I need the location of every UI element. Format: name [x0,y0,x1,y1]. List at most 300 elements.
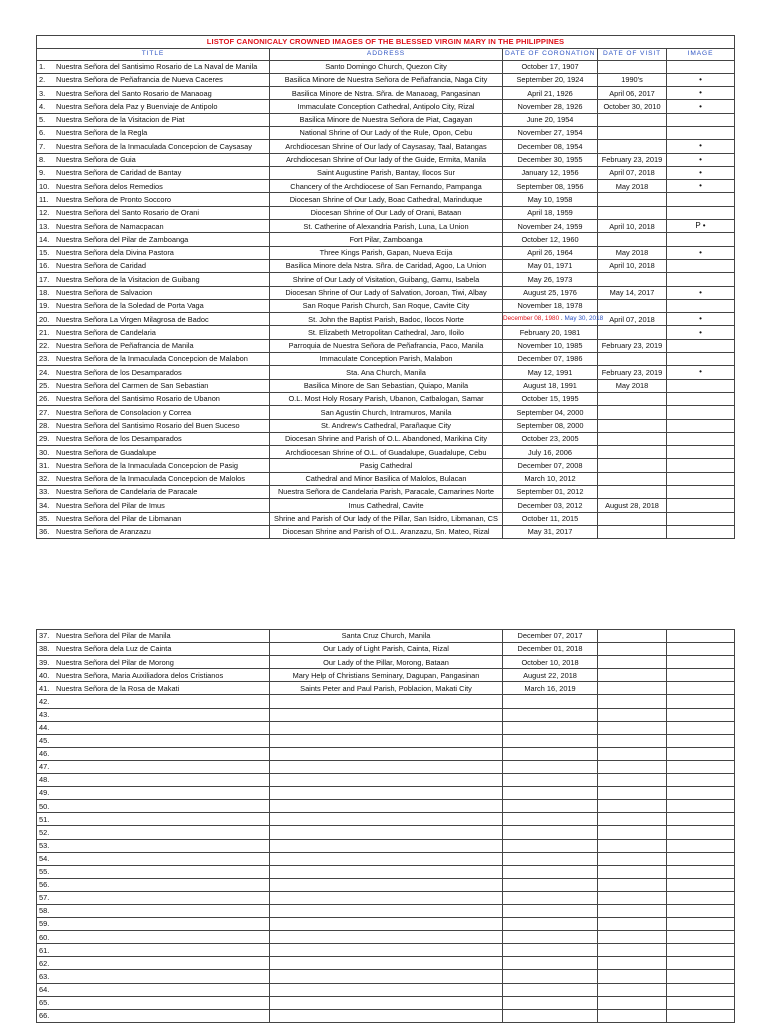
cell-visit-date: February 23, 2019 [598,366,667,379]
cell-visit-date [598,800,667,813]
row-number: 9. [39,168,46,178]
header-title: TITLE [37,49,270,61]
cell-visit-date [598,708,667,721]
cell-title [37,996,270,1009]
image-title: Nuestra Señora de la Visitacion de Piat [56,115,185,125]
row-number: 37. [39,631,50,641]
cell-title [37,643,270,656]
cell-coronation-date [503,747,598,760]
cell-address [270,918,503,931]
cell-address: Sta. Ana Church, Manila [270,366,503,379]
cell-image-mark [667,206,735,219]
row-number: 49. [39,788,50,798]
cell-visit-date [598,326,667,339]
table-row [37,931,735,944]
cell-image-mark [667,512,735,525]
cell-image-mark [667,525,735,538]
table-row [37,60,735,73]
cell-title [37,100,270,113]
cell-image-mark [667,1009,735,1022]
cell-coronation-date [503,734,598,747]
cell-address: San Agustin Church, Intramuros, Manila [270,406,503,419]
cell-image-mark [667,193,735,206]
cell-image-mark: P • [667,220,735,233]
table-row [37,459,735,472]
cell-title [37,220,270,233]
cell-title [37,406,270,419]
cell-coronation-date: September 20, 1924 [503,73,598,86]
cell-image-mark [667,472,735,485]
cell-visit-date: April 07, 2018 [598,166,667,179]
table-row [37,406,735,419]
table-row [37,865,735,878]
cell-address: Basilica Minore de San Sebastian, Quiapo, Manila [270,379,503,392]
cell-image-mark [667,904,735,917]
cell-visit-date: May 2018 [598,246,667,259]
cell-image-mark [667,259,735,272]
cell-image-mark [667,273,735,286]
table-row [37,734,735,747]
cell-coronation-date: August 22, 2018 [503,669,598,682]
table-row [37,180,735,193]
cell-title [37,459,270,472]
row-number: 47. [39,762,50,772]
cell-coronation-date: December 07, 2017 [503,630,598,643]
cell-title [37,839,270,852]
cell-title [37,339,270,352]
row-number: 51. [39,814,50,824]
cell-address [270,747,503,760]
cell-title [37,366,270,379]
cell-title [37,813,270,826]
cell-title [37,747,270,760]
cell-visit-date [598,60,667,73]
cell-coronation-date: August 18, 1991 [503,379,598,392]
table-row [37,87,735,100]
table-row [37,193,735,206]
cell-visit-date [598,682,667,695]
column-header-row [37,49,735,61]
cell-address [270,957,503,970]
image-title: Nuestra Señora de Salvacion [56,287,153,297]
table-row [37,512,735,525]
cell-address: Diocesan Shrine of Our Lady, Boac Cathedral, Marinduque [270,193,503,206]
cell-address: Three Kings Parish, Gapan, Nueva Ecija [270,246,503,259]
image-title: Nuestra Señora de Namacpacan [56,221,164,231]
cell-address [270,721,503,734]
cell-address: Basilica Minore de Nuestra Señora de Peñafrancia, Naga City [270,73,503,86]
cell-visit-date [598,392,667,405]
row-number: 38. [39,644,50,654]
row-number: 45. [39,736,50,746]
cell-address [270,944,503,957]
cell-coronation-date: April 18, 1959 [503,206,598,219]
cell-visit-date [598,140,667,153]
table-row [37,944,735,957]
cell-coronation-date: November 10, 1985 [503,339,598,352]
cell-coronation-date: October 11, 2015 [503,512,598,525]
table-row [37,800,735,813]
cell-image-mark [667,339,735,352]
cell-title [37,878,270,891]
cell-address: Diocesan Shrine and Parish of O.L. Abandoned, Marikina City [270,432,503,445]
row-number: 7. [39,141,46,151]
image-title: Nuestra Señora del Santisimo Rosario de Ubanon [56,394,220,404]
coronation-date-second: May 30, 2018 [564,315,604,323]
cell-coronation-date: October 23, 2005 [503,432,598,445]
table-row [37,891,735,904]
cell-title [37,299,270,312]
table-row [37,113,735,126]
cell-image-mark [667,839,735,852]
cell-coronation-date [503,944,598,957]
table-row [37,220,735,233]
row-number: 3. [39,88,46,98]
cell-image-mark [667,233,735,246]
table-row [37,499,735,512]
image-title: Nuestra Señora de la Regla [56,128,148,138]
image-title: Nuestra Señora de la Inmaculada Concepcion de Malabon [56,354,248,364]
cell-address [270,826,503,839]
row-number: 42. [39,696,50,706]
cell-title [37,734,270,747]
table-row [37,682,735,695]
cell-address: Imus Cathedral, Cavite [270,499,503,512]
cell-image-mark [667,970,735,983]
image-title: Nuestra Señora de Caridad de Bantay [56,168,182,178]
row-number: 21. [39,327,50,337]
table-row [37,366,735,379]
cell-address: Diocesan Shrine of Our Lady of Salvation, Joroan, Tiwi, Albay [270,286,503,299]
table-row [37,299,735,312]
cell-visit-date: February 23, 2019 [598,153,667,166]
table-row [37,286,735,299]
cell-image-mark [667,113,735,126]
row-number: 1. [39,61,46,71]
cell-title [37,73,270,86]
cell-visit-date [598,760,667,773]
cell-image-mark [667,392,735,405]
row-number: 63. [39,971,50,981]
cell-title [37,721,270,734]
table-row [37,486,735,499]
crowned-images-table [36,35,735,539]
cell-address: Mary Help of Christians Seminary, Dagupan, Pangasinan [270,669,503,682]
cell-image-mark [667,669,735,682]
row-number: 34. [39,500,50,510]
image-title: Nuestra Señora de la Inmaculada Concepcion de Malolos [56,474,245,484]
table-row [37,166,735,179]
cell-image-mark [667,656,735,669]
cell-title [37,630,270,643]
row-number: 33. [39,487,50,497]
cell-address [270,891,503,904]
cell-title [37,273,270,286]
row-number: 56. [39,880,50,890]
cell-coronation-date: May 01, 1971 [503,259,598,272]
image-title: Nuestra Señora de los Desamparados [56,434,182,444]
cell-visit-date: April 10, 2018 [598,259,667,272]
cell-visit-date [598,970,667,983]
cell-coronation-date: January 12, 1956 [503,166,598,179]
table-row [37,970,735,983]
row-number: 24. [39,367,50,377]
cell-address: Saints Peter and Paul Parish, Poblacion, Makati City [270,682,503,695]
cell-visit-date [598,957,667,970]
cell-title [37,206,270,219]
cell-coronation-date [503,708,598,721]
cell-address: San Roque Parish Church, San Roque, Cavite City [270,299,503,312]
row-number: 60. [39,932,50,942]
cell-title [37,787,270,800]
cell-image-mark [667,406,735,419]
cell-address: Diocesan Shrine of Our Lady of Orani, Bataan [270,206,503,219]
cell-address: Our Lady of Light Parish, Cainta, Rizal [270,643,503,656]
cell-visit-date [598,512,667,525]
cell-address [270,852,503,865]
row-number: 57. [39,893,50,903]
image-title: Nuestra Señora de los Desamparados [56,367,182,377]
cell-address: Diocesan Shrine and Parish of O.L. Aranzazu, Sn. Mateo, Rizal [270,525,503,538]
image-title: Nuestra Señora del Pilar de Libmanan [56,514,182,524]
cell-address: Pasig Cathedral [270,459,503,472]
cell-title [37,695,270,708]
cell-address [270,904,503,917]
cell-image-mark [667,734,735,747]
cell-address [270,774,503,787]
image-title: Nuestra Señora de Candelaria [56,327,156,337]
cell-coronation-date [503,996,598,1009]
cell-address [270,760,503,773]
table-row [37,669,735,682]
row-number: 64. [39,984,50,994]
cell-address [270,695,503,708]
cell-title [37,944,270,957]
table-row [37,392,735,405]
cell-coronation-date: October 12, 1960 [503,233,598,246]
cell-visit-date [598,904,667,917]
cell-address: Shrine of Our Lady of Visitation, Guibang, Gamu, Isabela [270,273,503,286]
cell-coronation-date: May 26, 1973 [503,273,598,286]
row-number: 19. [39,301,50,311]
row-number: 31. [39,460,50,470]
row-number: 52. [39,827,50,837]
cell-title [37,113,270,126]
row-number: 44. [39,723,50,732]
cell-coronation-date [503,721,598,734]
image-title: Nuestra Señora de la Rosa de Makati [56,683,180,693]
table-row [37,326,735,339]
cell-image-mark [667,813,735,826]
image-title: Nuestra Señora del Santo Rosario de Manaoag [56,88,212,98]
cell-coronation-date [503,865,598,878]
row-number: 8. [39,155,46,165]
cell-title [37,432,270,445]
cell-address: St. Andrew's Cathedral, Parañaque City [270,419,503,432]
crowned-images-table-continued [36,629,735,1023]
cell-coronation-date: October 10, 2018 [503,656,598,669]
cell-coronation-date: April 21, 1926 [503,87,598,100]
row-number: 66. [39,1011,50,1021]
image-title: Nuestra Señora de Consolacion y Correa [56,407,192,417]
row-number: 43. [39,709,50,719]
cell-title [37,60,270,73]
cell-coronation-date [503,839,598,852]
table-row [37,73,735,86]
table-row [37,1009,735,1022]
cell-coronation-date: December 30, 1955 [503,153,598,166]
table-row [37,983,735,996]
cell-visit-date [598,206,667,219]
cell-coronation-date [503,826,598,839]
image-title: Nuestra Señora de Guadalupe [56,447,157,457]
cell-title [37,233,270,246]
table-body [37,60,735,539]
cell-title [37,931,270,944]
image-title: Nuestra Señora dela Divina Pastora [56,248,174,258]
header-address: ADDRESS [270,49,503,61]
cell-address [270,787,503,800]
cell-coronation-date: October 17, 1907 [503,60,598,73]
row-number: 40. [39,670,50,680]
row-number: 5. [39,115,46,125]
image-title: Nuestra Señora La Virgen Milagrosa de Badoc [56,314,209,324]
cell-address [270,878,503,891]
cell-coronation-date [503,313,604,326]
row-number: 23. [39,354,50,364]
cell-coronation-date: December 01, 2018 [503,643,598,656]
cell-visit-date [598,865,667,878]
table-row [37,957,735,970]
cell-title [37,313,270,326]
cell-title [37,760,270,773]
cell-visit-date: 1990's [598,73,667,86]
cell-title [37,970,270,983]
row-number: 15. [39,248,50,258]
cell-address: Basilica Minore de Nuestra Señora de Piat, Cagayan [270,113,503,126]
cell-address: St. Elizabeth Metropolitan Cathedral, Jaro, Iloilo [270,326,503,339]
cell-coronation-date [503,760,598,773]
row-number: 12. [39,208,50,218]
cell-coronation-date: November 24, 1959 [503,220,598,233]
cell-visit-date [598,878,667,891]
cell-image-mark [667,931,735,944]
cell-visit-date [598,273,667,286]
row-number: 26. [39,394,50,404]
image-title: Nuestra Señora del Santisimo Rosario de La Naval de Manila [56,61,258,71]
cell-visit-date: February 23, 2019 [598,339,667,352]
cell-image-mark: • [667,246,735,259]
cell-coronation-date: December 07, 2008 [503,459,598,472]
cell-image-mark [667,826,735,839]
cell-visit-date [598,406,667,419]
row-number: 22. [39,341,50,351]
cell-image-mark [667,878,735,891]
table-row [37,153,735,166]
row-number: 25. [39,381,50,391]
cell-address: O.L. Most Holy Rosary Parish, Ubanon, Catbalogan, Samar [270,392,503,405]
cell-address [270,865,503,878]
image-title: Nuestra Señora de la Visitacion de Guibang [56,274,200,284]
cell-title [37,525,270,538]
row-number: 14. [39,234,50,244]
cell-coronation-date: July 16, 2006 [503,446,598,459]
cell-image-mark: • [667,180,735,193]
cell-address: Fort Pilar, Zamboanga [270,233,503,246]
cell-title [37,259,270,272]
table-row [37,852,735,865]
table-row [37,140,735,153]
image-title: Nuestra Señora, Maria Auxiliadora delos Cristianos [56,670,224,680]
cell-visit-date [598,432,667,445]
table-row [37,918,735,931]
cell-coronation-date: February 20, 1981 [503,326,598,339]
cell-visit-date [598,813,667,826]
cell-image-mark [667,787,735,800]
row-number: 54. [39,853,50,863]
row-number: 48. [39,775,50,785]
cell-title [37,446,270,459]
cell-address [270,708,503,721]
table-row [37,525,735,538]
image-title: Nuestra Señora delos Remedios [56,181,163,191]
cell-visit-date [598,299,667,312]
cell-title [37,1009,270,1022]
cell-image-mark [667,499,735,512]
header-date-of-coronation: DATE OF CORONATION [503,49,598,61]
cell-address: Shrine and Parish of Our lady of the Pillar, San Isidro, Libmanan, CS [270,512,503,525]
row-number: 30. [39,447,50,457]
cell-image-mark [667,682,735,695]
cell-coronation-date [503,800,598,813]
image-title: Nuestra Señora del Santo Rosario de Orani [56,208,199,218]
cell-visit-date: May 2018 [598,180,667,193]
cell-title [37,983,270,996]
cell-address: Nuestra Señora de Candelaria Parish, Paracale, Camarines Norte [270,486,503,499]
cell-address: Immaculate Conception Parish, Malabon [270,353,503,366]
cell-visit-date: May 2018 [598,379,667,392]
cell-image-mark [667,459,735,472]
cell-address [270,813,503,826]
cell-title [37,419,270,432]
table-row [37,259,735,272]
cell-visit-date [598,459,667,472]
cell-title [37,708,270,721]
cell-title [37,326,270,339]
cell-coronation-date [503,774,598,787]
table-row [37,774,735,787]
row-number: 50. [39,801,50,811]
cell-image-mark [667,379,735,392]
cell-visit-date [598,996,667,1009]
cell-visit-date: April 06, 2017 [598,87,667,100]
cell-coronation-date: September 08, 2000 [503,419,598,432]
cell-coronation-date: December 03, 2012 [503,499,598,512]
cell-visit-date [598,891,667,904]
row-number: 32. [39,474,50,484]
row-number: 2. [39,75,46,85]
table-row [37,206,735,219]
image-title: Nuestra Señora dela Paz y Buenviaje de Antipolo [56,101,218,111]
cell-image-mark [667,695,735,708]
cell-coronation-date [503,918,598,931]
image-title: Nuestra Señora de Peñafrancia de Nueva Caceres [56,75,223,85]
cell-visit-date [598,787,667,800]
cell-address [270,839,503,852]
image-title: Nuestra Señora del Pilar de Manila [56,631,171,641]
cell-coronation-date: August 25, 1976 [503,286,598,299]
cell-visit-date [598,113,667,126]
